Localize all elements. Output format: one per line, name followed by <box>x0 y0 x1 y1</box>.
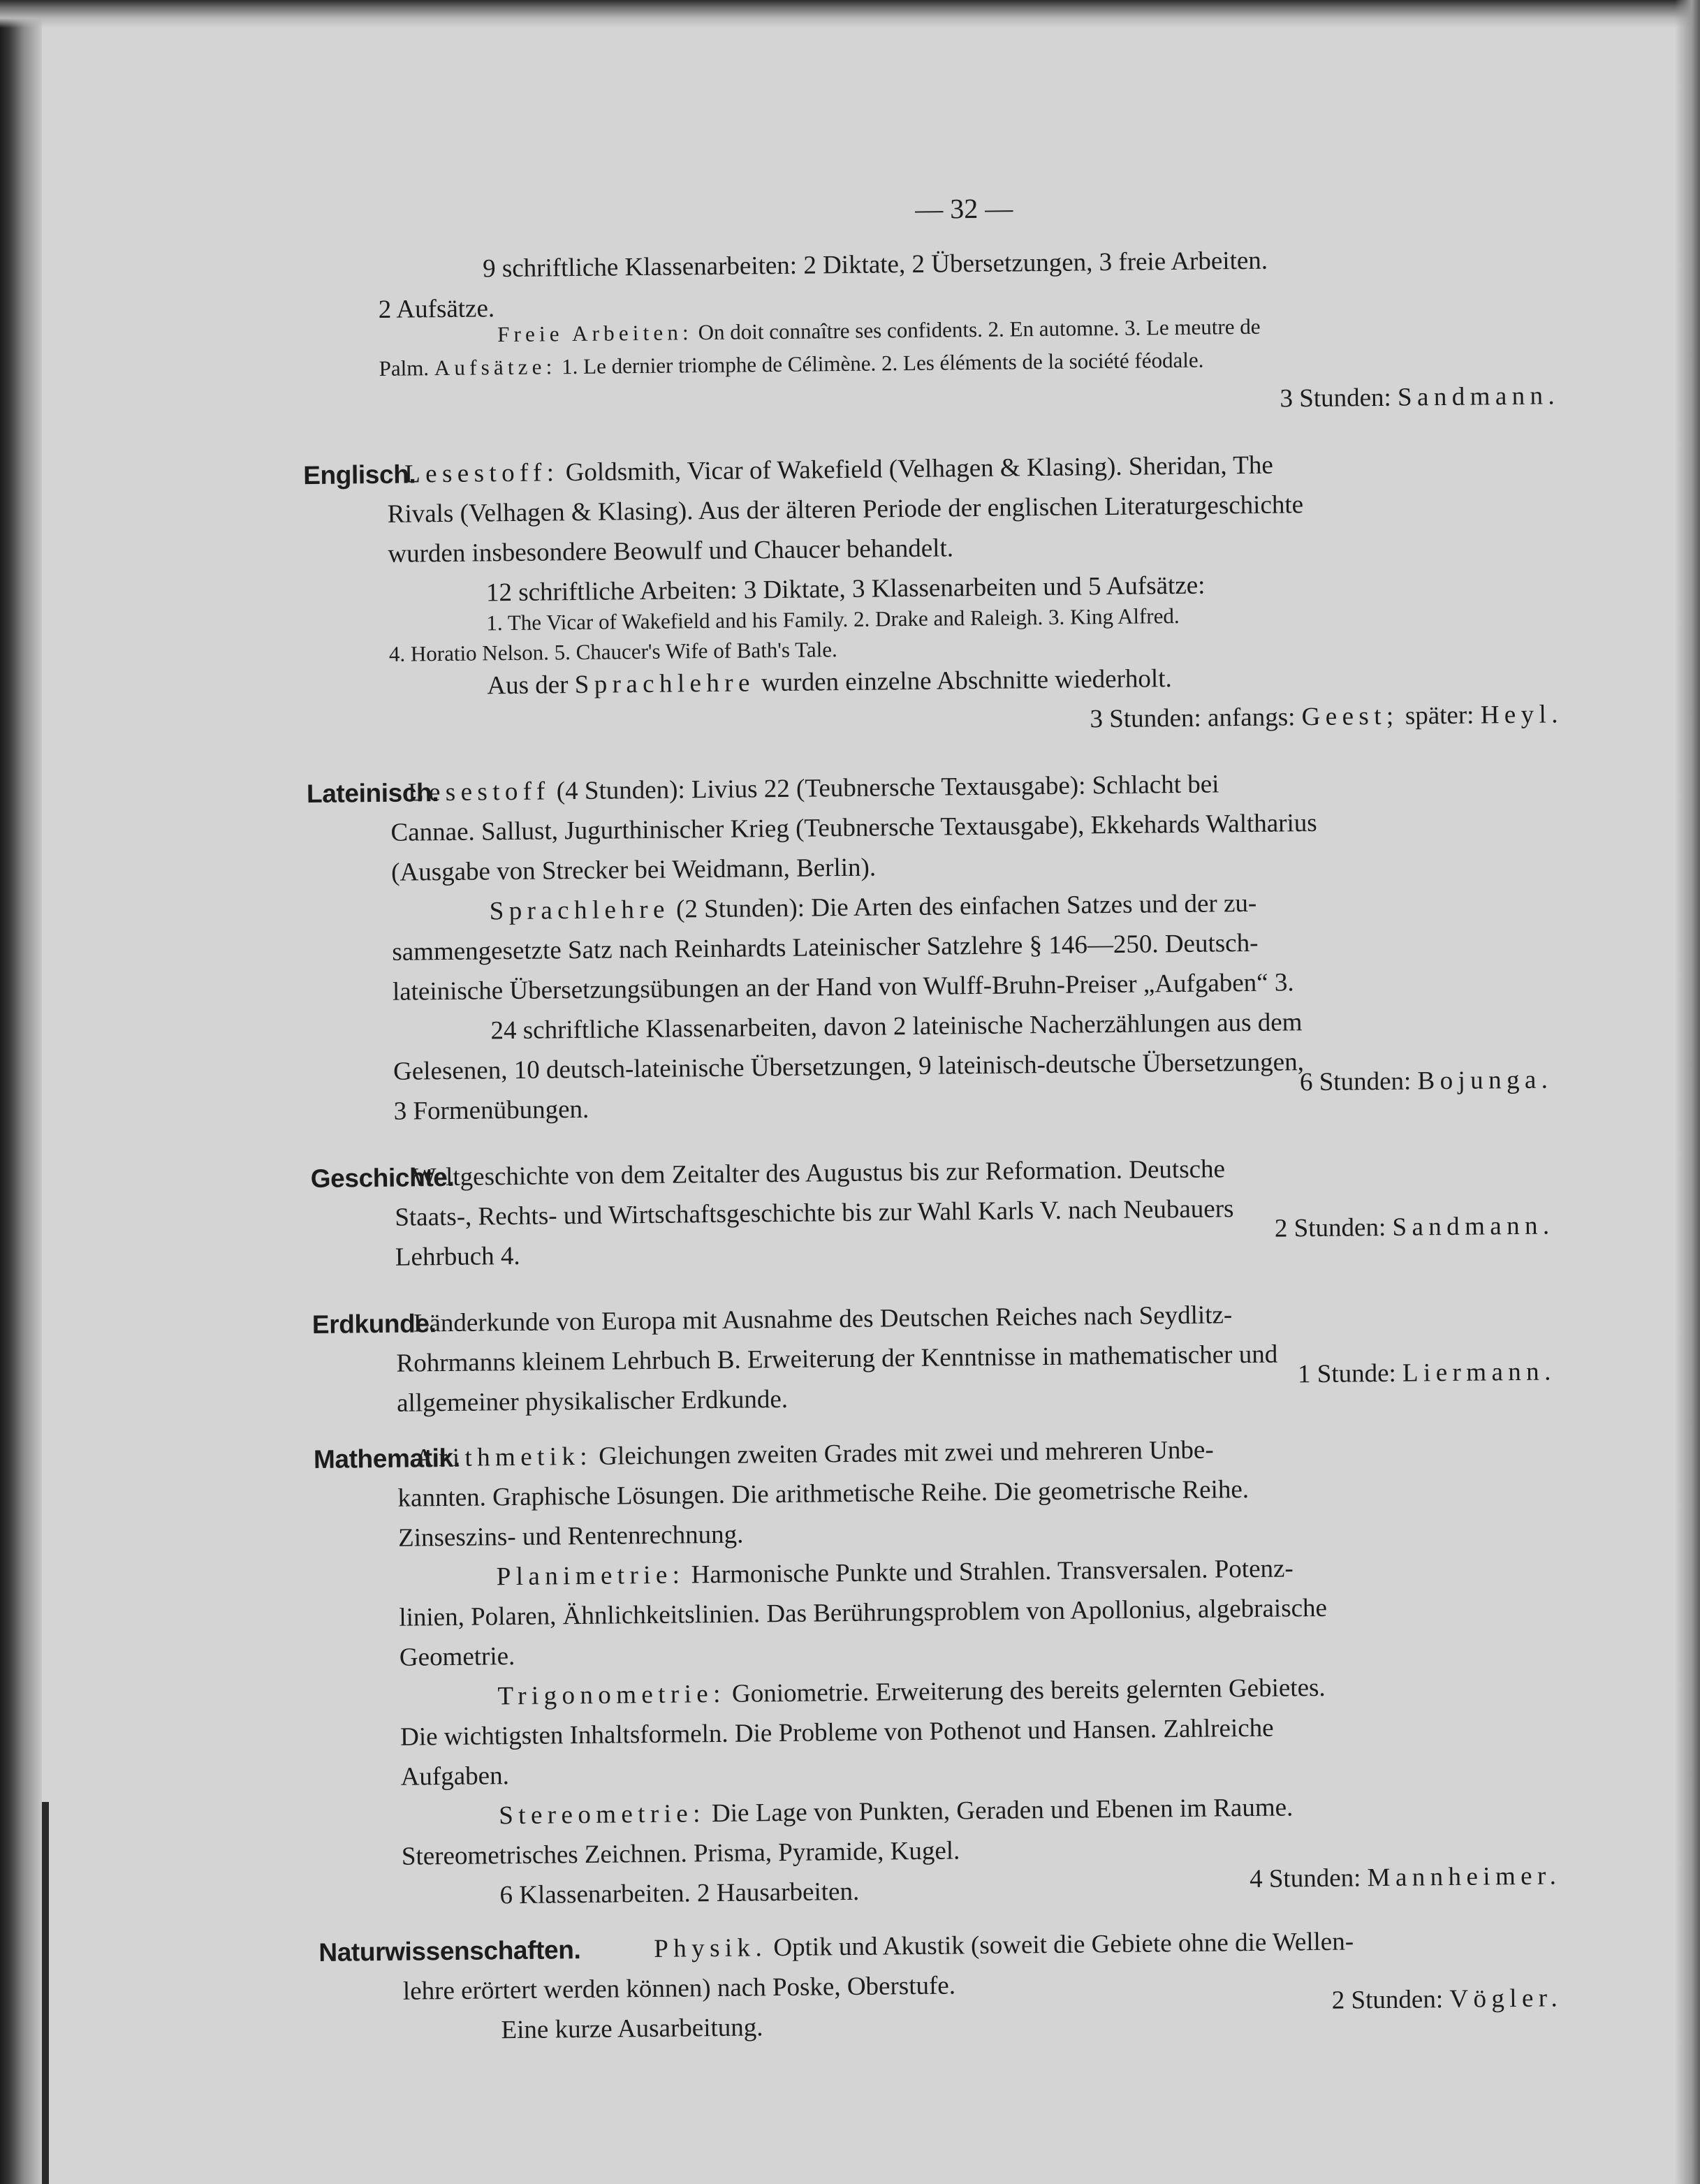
text-line: 9 schriftliche Klassenarbeiten: 2 Diktate, 2 Übersetzungen, 3 freie Arbeiten. <box>482 246 1268 284</box>
text-line: 3 Formenübungen. 6 Stunden: Bojunga. <box>393 1065 1553 1126</box>
section-naturwissenschaften <box>318 1919 1640 2052</box>
text-line: 1. The Vicar of Wakefield and his Family. 2. Drake and Raleigh. 3. King Alfred. <box>486 603 1180 636</box>
text-line: Gelesenen, 10 deutsch-lateinische Übersetzungen, 9 lateinisch-deutsche Übersetzungen, <box>393 1048 1305 1086</box>
text-line: Freie Arbeiten: On doit connaître ses confidents. 2. En automne. 3. Le meutre de <box>497 314 1261 347</box>
section-erdkunde <box>312 1291 1634 1424</box>
text-line: allgemeiner physikalischer Erdkunde. 1 Stunde: Liermann. <box>396 1357 1556 1418</box>
text-line: Mathematik. Arithmetik: Gleichungen zweiten Grades mit zwei und mehreren Unbe- <box>321 1426 1634 1479</box>
text-line: Lehrbuch 4. 2 Stunden: Sandmann. <box>395 1211 1555 1272</box>
text-line: 6 Klassenarbeiten. 2 Hausarbeiten. 4 Stunden: Mannheimer. <box>499 1861 1562 1910</box>
text-line: Planimetrie: Harmonische Punkte und Strahlen. Transversalen. Potenz- <box>496 1554 1294 1592</box>
text-line: 2 Aufsätze. <box>378 294 495 324</box>
text-line: Geschichte. Weltgeschichte von dem Zeitalter des Augustus bis zur Reformation. Deutsche <box>317 1145 1630 1199</box>
text-line: Erdkunde. Länderkunde von Europa mit Ausnahme des Deutschen Reiches nach Seydlitz- <box>319 1291 1632 1344</box>
text-line: Die wichtigsten Inhaltsformeln. Die Probleme von Pothenot und Hansen. Zahlreiche <box>400 1713 1274 1752</box>
section-lateinisch <box>306 760 1630 1132</box>
page-number: — 32 — <box>915 192 1013 225</box>
text-line: Rohrmanns kleinem Lehrbuch B. Erweiterung der Kenntnisse in mathematischer und <box>396 1340 1278 1378</box>
page-edge-top <box>0 0 1700 28</box>
text-line: (Ausgabe von Strecker bei Weidmann, Berlin). <box>390 853 877 887</box>
text-line: Stereometrisches Zeichnen. Prisma, Pyramide, Kugel. <box>401 1836 960 1871</box>
section-englisch <box>302 441 1626 747</box>
text-line: linien, Polaren, Ähnlichkeitslinien. Das Berührungsproblem von Apollonius, algebraische <box>399 1593 1328 1632</box>
text-line: Englisch. Lesestoff: Goldsmith, Vicar of Wakefield (Velhagen & Klasing). Sheridan, The <box>310 441 1623 495</box>
hours-line: 3 Stunden: Sandmann. <box>1280 381 1560 413</box>
text-line: Palm. Aufsätze: 1. Le dernier triomphe de Célimène. 2. Les éléments de la société féodale. <box>379 347 1204 381</box>
text-line: 12 schriftliche Arbeiten: 3 Diktate, 3 Klassenarbeiten und 5 Aufsätze: <box>485 571 1206 608</box>
text-line: Cannae. Sallust, Jugurthinischer Krieg (Teubnersche Textausgabe), Ekkehards Waltharius <box>390 808 1317 847</box>
section-franzoesisch-tail <box>308 237 1623 429</box>
page-content <box>302 182 1640 2052</box>
text-line: Sprachlehre (2 Stunden): Die Arten des einfachen Satzes und der zu- <box>489 888 1257 926</box>
section-geschichte <box>310 1145 1632 1278</box>
section-heading: Mathematik. <box>313 1443 460 1474</box>
section-heading: Lateinisch. <box>306 778 439 809</box>
section-heading: Geschichte. <box>310 1162 455 1194</box>
text-line: Zinseszins- und Rentenrechnung. <box>397 1520 744 1553</box>
text-line: lateinische Übersetzungsübungen an der Hand von Wulff-Bruhn-Preiser „Aufgaben“ 3. <box>392 968 1294 1006</box>
text-line: Rivals (Velhagen & Klasing). Aus der älteren Periode der englischen Literaturgeschichte <box>387 490 1304 529</box>
section-mathematik <box>313 1426 1639 1917</box>
page-edge-left <box>0 0 42 2184</box>
text-line: Aus der Sprachlehre wurden einzelne Abschnitte wiederholt. <box>487 664 1172 701</box>
text-line: lehre erörtert werden können) nach Poske, Oberstufe. <box>402 1971 956 2006</box>
section-heading: Erdkunde. <box>312 1309 437 1340</box>
section-heading: Naturwissenschaften. <box>318 1935 581 1967</box>
section-heading: Englisch. <box>302 460 416 490</box>
text-line: Lateinisch. Lesestoff (4 Stunden): Livius 22 (Teubnersche Textausgabe): Schlacht bei <box>314 760 1627 814</box>
text-line: Naturwissenschaften. Physik. Optik und Akustik (soweit die Gebiete ohne die Wellen- <box>325 1919 1639 1972</box>
text-line: 24 schriftliche Klassenarbeiten, davon 2 lateinische Nacherzählungen aus dem <box>490 1008 1303 1046</box>
text-line: sammengesetzte Satz nach Reinhardts Lateinischer Satzlehre § 146—250. Deutsch- <box>392 928 1259 967</box>
page-fold-shadow <box>42 1802 49 2184</box>
page-edge-right <box>1675 0 1700 2184</box>
text-line: 4. Horatio Nelson. 5. Chaucer's Wife of Bath's Tale. <box>388 637 837 666</box>
hours-line: 3 Stunden: anfangs: Geest; später: Heyl. <box>1090 700 1564 734</box>
text-line: Trigonometrie: Goniometrie. Erweiterung des bereits gelernten Gebietes. <box>497 1673 1326 1711</box>
text-line: Aufgaben. <box>400 1761 510 1791</box>
text-line: wurden insbesondere Beowulf und Chaucer behandelt. <box>388 534 954 569</box>
text-line: kannten. Graphische Lösungen. Die arithmetische Reihe. Die geometrische Reihe. <box>397 1474 1250 1513</box>
text-line: Geometrie. <box>399 1642 515 1672</box>
text-line: Stereometrie: Die Lage von Punkten, Geraden und Ebenen im Raume. <box>499 1793 1294 1831</box>
text-line: Eine kurze Ausarbeitung. 2 Stunden: Vögler. <box>501 1984 1563 2045</box>
text-line: Staats-, Rechts- und Wirtschaftsgeschichte bis zur Wahl Karls V. nach Neubauers <box>395 1194 1234 1232</box>
